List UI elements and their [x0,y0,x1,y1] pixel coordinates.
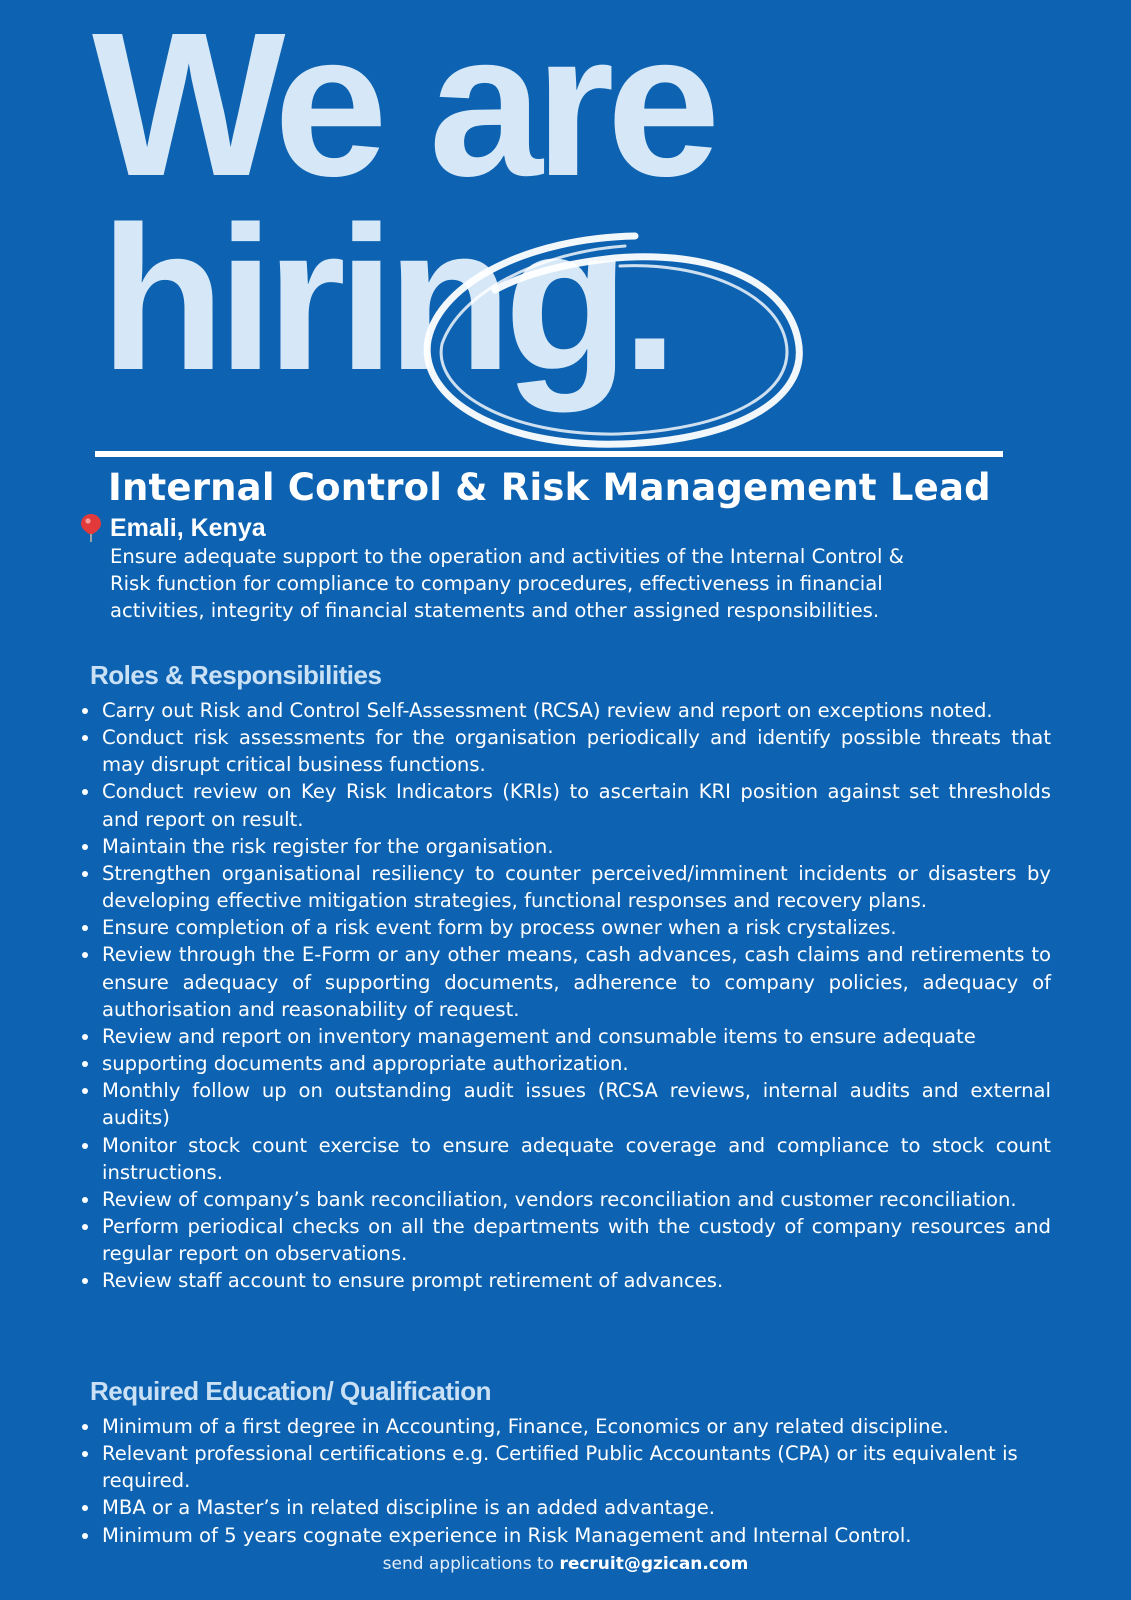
list-item: Monthly follow up on outstanding audit issues (RCSA reviews, internal audits and external audits) [82,1077,1051,1131]
application-email[interactable]: recruit@gzican.com [559,1554,749,1574]
list-item: Strengthen organisational resiliency to counter perceived/imminent incidents or disasters by developing effective mitigation strategies, functional responses and recovery plans. [82,860,1051,914]
list-item: Perform periodical checks on all the departments with the custody of company resources and regular report on observations. [82,1213,1051,1267]
list-item: Review and report on inventory management and consumable items to ensure adequate [82,1023,1051,1050]
list-item: Minimum of a first degree in Accounting, Finance, Economics or any related discipline. [82,1413,1051,1440]
footer-text: send applications to [382,1554,560,1574]
hero-title-line-1: We are [92,0,713,219]
list-item: Relevant professional certifications e.g. Certified Public Accountants (CPA) or its equivalent is required. [82,1440,1051,1494]
location-label: Emali, Kenya [110,513,266,542]
list-item: Review of company’s bank reconciliation, vendors reconciliation and customer reconciliation. [82,1186,1051,1213]
list-item: Ensure completion of a risk event form by process owner when a risk crystalizes. [82,914,1051,941]
roles-heading: Roles & Responsibilities [90,660,382,690]
hero-title-line-2: hiring. [100,184,671,413]
list-item: Minimum of 5 years cognate experience in Risk Management and Internal Control. [82,1522,1051,1549]
hand-drawn-circle-decoration [410,222,830,462]
qualifications-heading: Required Education/ Qualification [90,1376,491,1406]
list-item: Review through the E-Form or any other means, cash advances, cash claims and retirements to ensure adequacy of supporting documents, adherence to company policies, adequacy of authorisation and reasonability of request. [82,941,1051,1022]
qualifications-list [82,1413,1051,1549]
title-divider [95,451,1003,457]
list-item: Monitor stock count exercise to ensure adequate coverage and compliance to stock count instructions. [82,1132,1051,1186]
list-item: supporting documents and appropriate authorization. [82,1050,1051,1077]
list-item: Carry out Risk and Control Self-Assessment (RCSA) review and report on exceptions noted. [82,697,1051,724]
list-item: Review staff account to ensure prompt retirement of advances. [82,1267,1051,1294]
list-item: Conduct risk assessments for the organisation periodically and identify possible threats that may disrupt critical business functions. [82,724,1051,778]
job-summary: Ensure adequate support to the operation and activities of the Internal Control & Risk function for compliance to company procedures, effectiveness in financial activities, integrity of financial statements and other assigned responsibilities. [110,545,904,623]
job-title: Internal Control & Risk Management Lead [108,466,991,509]
list-item: Maintain the risk register for the organisation. [82,833,1051,860]
list-item: MBA or a Master’s in related discipline is an added advantage. [82,1494,1051,1521]
location-pin-icon [80,513,102,543]
application-footer [0,1554,1131,1574]
job-location [80,513,266,543]
list-item: Conduct review on Key Risk Indicators (KRIs) to ascertain KRI position against set thresholds and report on result. [82,778,1051,832]
roles-list [82,697,1051,1294]
